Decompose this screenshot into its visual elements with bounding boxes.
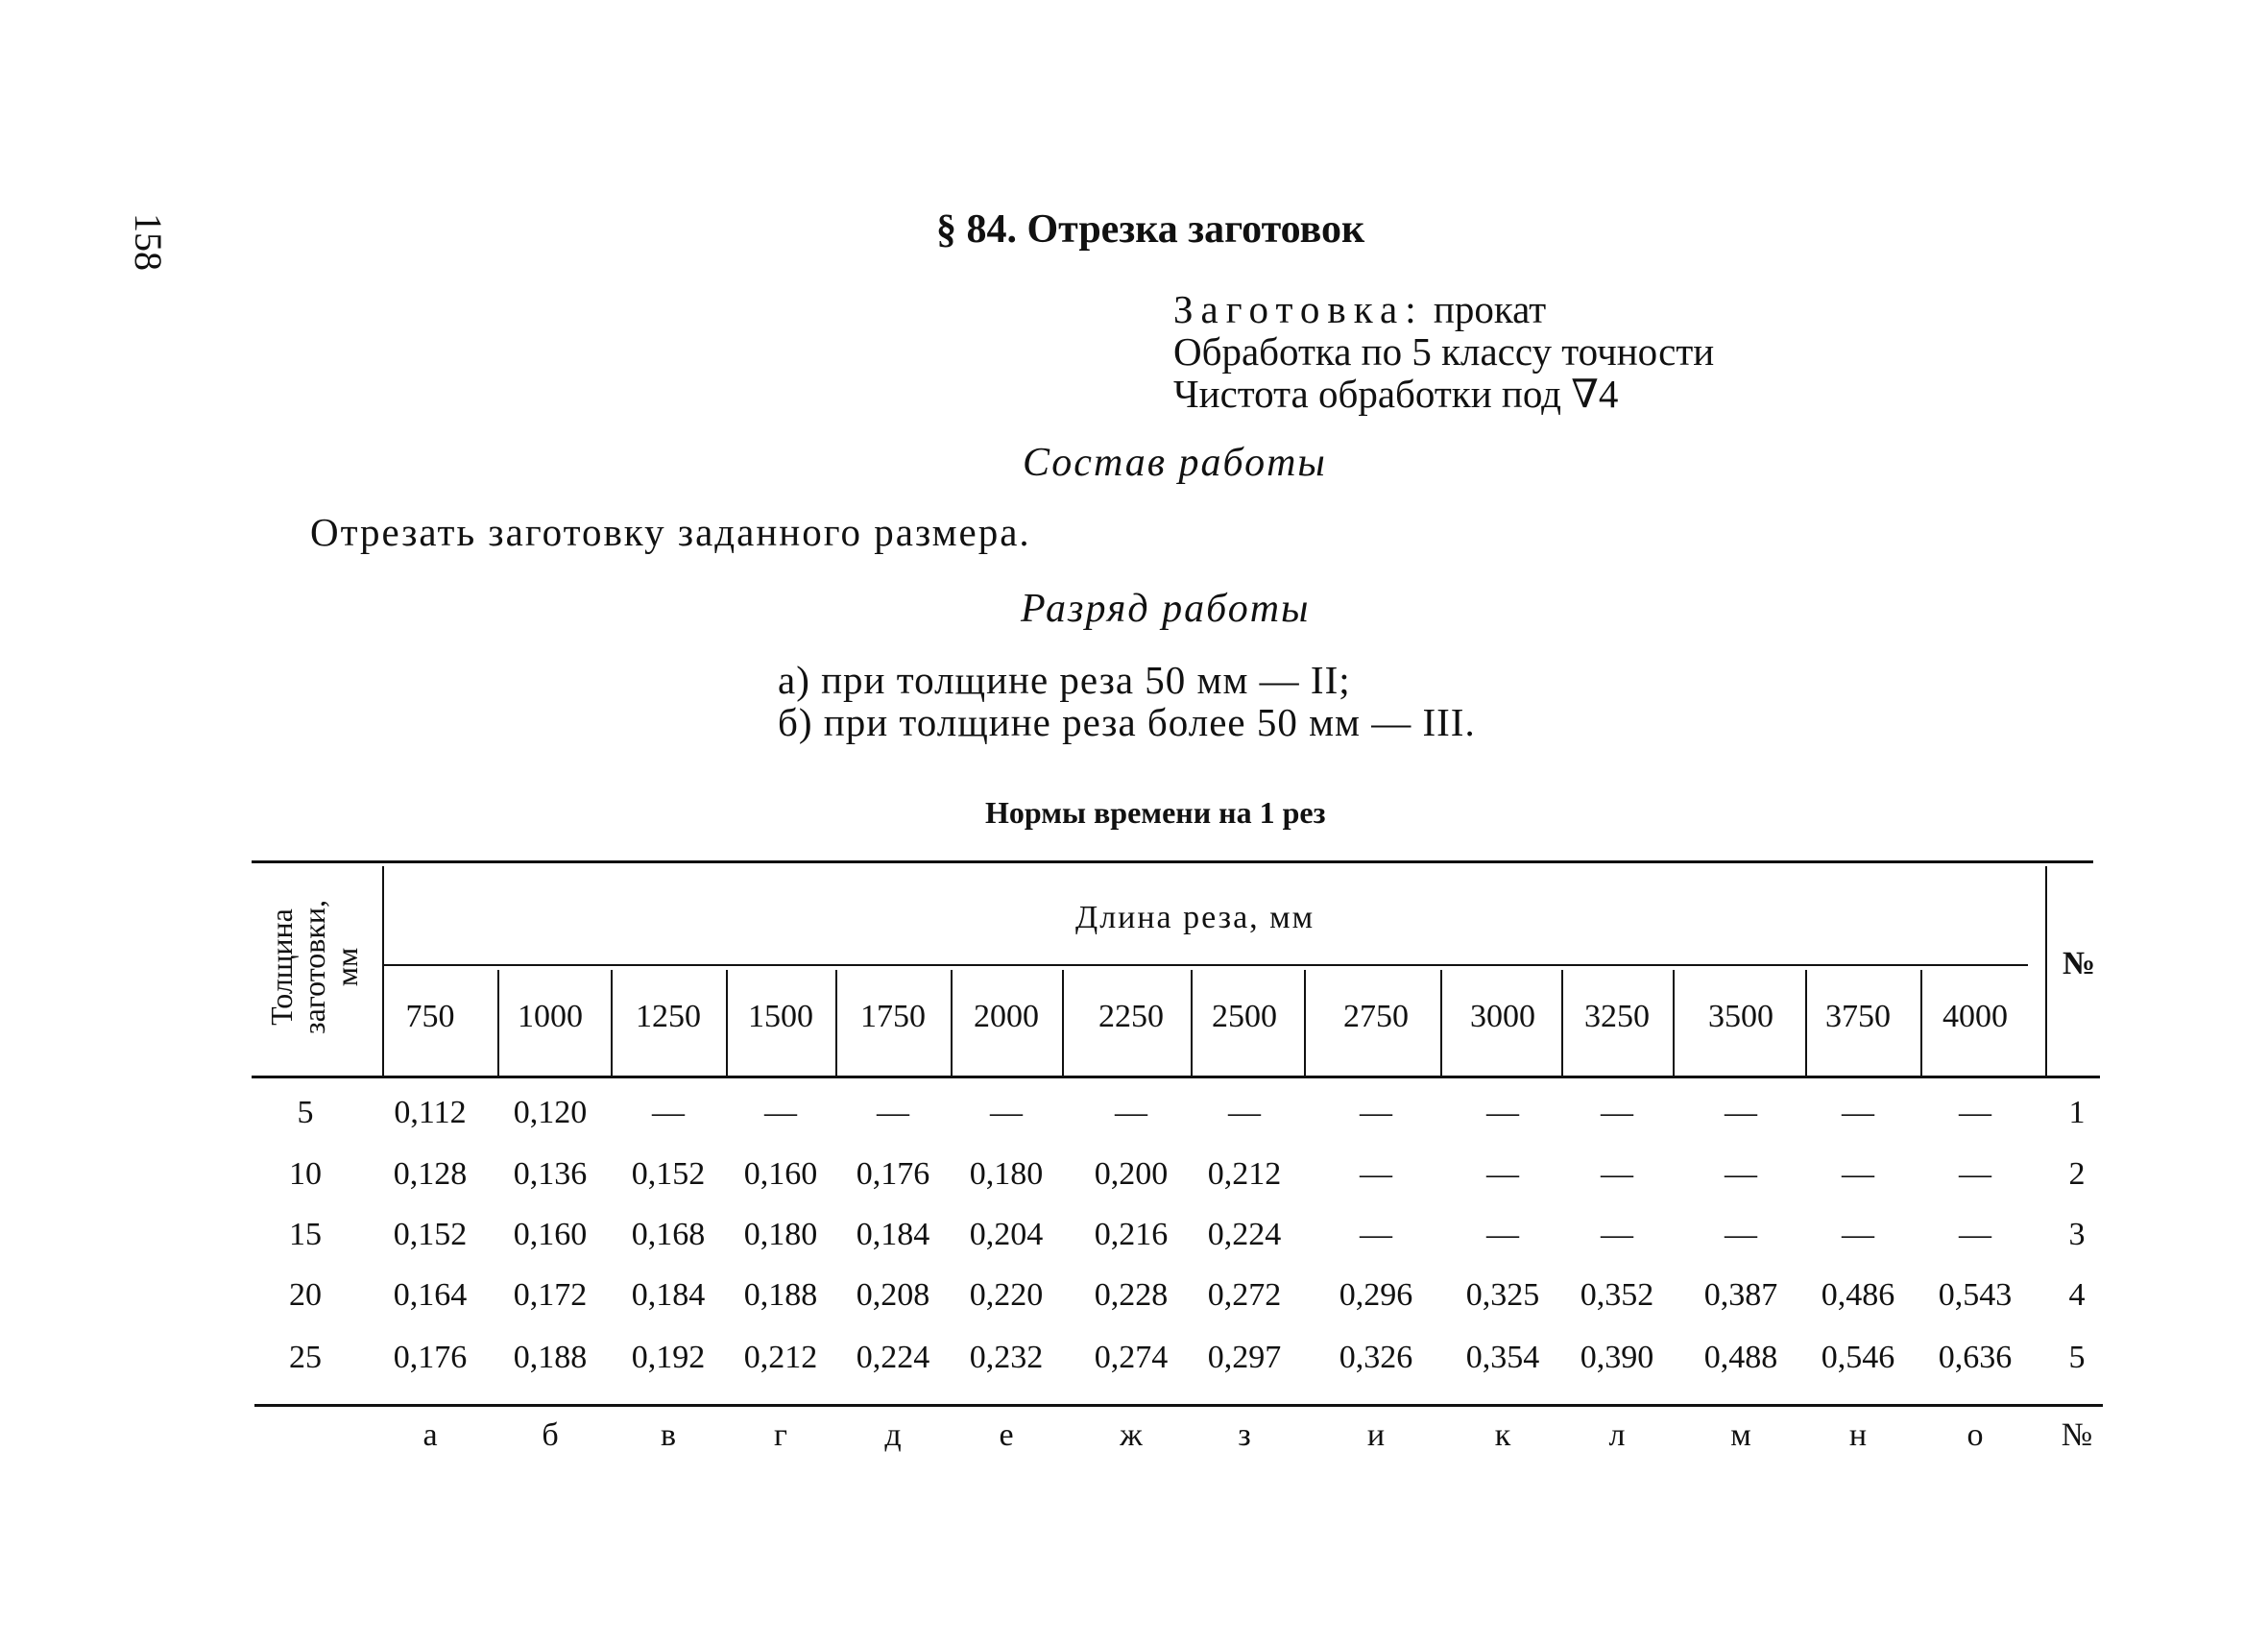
header-divider — [384, 964, 2028, 966]
length-column-header: 750 — [405, 999, 455, 1034]
time-cell: — — [1725, 1156, 1757, 1192]
time-cell: — — [1601, 1095, 1633, 1130]
thickness-column-divider — [382, 866, 384, 1076]
length-column-header: 1250 — [636, 999, 701, 1034]
table-bottom-rule — [254, 1404, 2103, 1407]
blank-spec — [1173, 288, 1714, 415]
time-cell: 0,176 — [393, 1340, 468, 1375]
column-letter: к — [1494, 1417, 1511, 1453]
time-cell: — — [1486, 1156, 1519, 1192]
column-letter: г — [774, 1417, 787, 1453]
section-heading: § 84. Отрезка заготовок — [936, 207, 1365, 252]
number-column-divider — [2045, 866, 2047, 1076]
column-letter: н — [1848, 1417, 1868, 1453]
time-cell: 0,212 — [743, 1340, 818, 1375]
length-column-header: 1750 — [860, 999, 926, 1034]
time-cell: — — [1228, 1095, 1261, 1130]
time-cell: 0,636 — [1938, 1340, 2013, 1375]
time-cell: 0,220 — [969, 1277, 1044, 1313]
column-divider — [1805, 970, 1807, 1076]
column-divider — [835, 970, 837, 1076]
time-cell: 0,296 — [1339, 1277, 1413, 1313]
precision-line: Обработка по 5 классу точности — [1173, 329, 1715, 374]
blank-line — [1173, 288, 1714, 330]
time-cell: — — [1842, 1156, 1874, 1192]
time-cell: 0,274 — [1094, 1340, 1169, 1375]
time-cell: — — [1360, 1095, 1392, 1130]
thickness-cell: 25 — [289, 1340, 322, 1375]
time-cell: — — [1725, 1095, 1757, 1130]
length-column-header: 2750 — [1343, 999, 1409, 1034]
row-number-cell: 3 — [2068, 1217, 2086, 1252]
time-cell: 0,160 — [743, 1156, 818, 1192]
time-cell: — — [1842, 1217, 1874, 1252]
time-cell: — — [1115, 1095, 1147, 1130]
time-cell: — — [1486, 1217, 1519, 1252]
time-cell: 0,204 — [969, 1217, 1044, 1252]
thickness-header-line: Толщина — [264, 908, 299, 1026]
time-cell: 0,390 — [1580, 1340, 1654, 1375]
header-bottom-rule — [252, 1076, 2100, 1078]
time-cell: 0,224 — [1207, 1217, 1282, 1252]
time-cell: — — [1601, 1217, 1633, 1252]
time-cell: 0,152 — [393, 1217, 468, 1252]
table-top-rule — [252, 860, 2093, 863]
footer-number-label: № — [2061, 1417, 2093, 1453]
time-cell: 0,180 — [969, 1156, 1044, 1192]
time-cell: 0,326 — [1339, 1340, 1413, 1375]
time-cell: 0,297 — [1207, 1340, 1282, 1375]
time-cell: — — [877, 1095, 909, 1130]
number-header: № — [2063, 946, 2096, 981]
length-column-header: 1000 — [518, 999, 583, 1034]
time-cell: 0,184 — [856, 1217, 930, 1252]
length-column-header: 3250 — [1584, 999, 1650, 1034]
column-divider — [1191, 970, 1193, 1076]
column-divider — [1673, 970, 1675, 1076]
time-cell: — — [1959, 1095, 1991, 1130]
time-cell: 0,200 — [1094, 1156, 1169, 1192]
time-cell: — — [1725, 1217, 1757, 1252]
time-cell: 0,176 — [856, 1156, 930, 1192]
column-divider — [1561, 970, 1563, 1076]
time-cell: — — [1360, 1217, 1392, 1252]
time-cell: 0,208 — [856, 1277, 930, 1313]
time-cell: 0,120 — [513, 1095, 588, 1130]
column-letter: о — [1966, 1417, 1984, 1453]
time-cell: 0,488 — [1703, 1340, 1778, 1375]
time-cell: 0,325 — [1465, 1277, 1540, 1313]
time-cell: 0,168 — [631, 1217, 706, 1252]
work-grade-list — [778, 659, 1476, 743]
finish-line: Чистота обработки под ∇4 — [1173, 372, 1619, 416]
length-column-header: 3500 — [1708, 999, 1773, 1034]
length-column-header: 2000 — [974, 999, 1039, 1034]
blank-label: Заготовка: — [1173, 287, 1424, 331]
time-cell: 0,232 — [969, 1340, 1044, 1375]
time-cell: 0,216 — [1094, 1217, 1169, 1252]
time-cell: — — [1601, 1156, 1633, 1192]
time-cell: 0,272 — [1207, 1277, 1282, 1313]
column-letter: б — [542, 1417, 559, 1453]
row-number-cell: 4 — [2068, 1277, 2086, 1313]
column-letter: л — [1608, 1417, 1626, 1453]
time-cell: 0,188 — [743, 1277, 818, 1313]
column-divider — [1304, 970, 1306, 1076]
thickness-cell: 15 — [289, 1217, 322, 1252]
time-cell: 0,192 — [631, 1340, 706, 1375]
time-cell: 0,152 — [631, 1156, 706, 1192]
column-letter: е — [999, 1417, 1014, 1453]
length-column-header: 2500 — [1212, 999, 1277, 1034]
time-cell: — — [764, 1095, 797, 1130]
work-grade-title: Разряд работы — [1021, 587, 1311, 631]
length-column-header: 3750 — [1825, 999, 1891, 1034]
column-divider — [726, 970, 728, 1076]
time-cell: 0,224 — [856, 1340, 930, 1375]
thickness-cell: 20 — [289, 1277, 322, 1313]
blank-value: прокат — [1433, 287, 1547, 331]
work-grade-item: а) при толщине реза 50 мм — II; — [778, 658, 1351, 702]
column-divider — [1440, 970, 1442, 1076]
thickness-header-line: заготовки, — [297, 899, 331, 1035]
table-title: Нормы времени на 1 рез — [985, 795, 1326, 830]
time-cell: 0,212 — [1207, 1156, 1282, 1192]
time-cell: — — [1959, 1156, 1991, 1192]
length-column-header: 3000 — [1470, 999, 1535, 1034]
thickness-cell: 5 — [297, 1095, 314, 1130]
thickness-header — [252, 864, 376, 1070]
column-letter: а — [422, 1417, 438, 1453]
row-number-cell: 2 — [2068, 1156, 2086, 1192]
time-cell: 0,180 — [743, 1217, 818, 1252]
time-cell: 0,354 — [1465, 1340, 1540, 1375]
column-letter: и — [1366, 1417, 1386, 1453]
time-cell: 0,184 — [631, 1277, 706, 1313]
column-letter: ж — [1120, 1417, 1143, 1453]
column-letter: в — [660, 1417, 677, 1453]
length-column-header: 4000 — [1942, 999, 2008, 1034]
time-cell: 0,387 — [1703, 1277, 1778, 1313]
time-cell: 0,352 — [1580, 1277, 1654, 1313]
thickness-cell: 10 — [289, 1156, 322, 1192]
row-number-cell: 5 — [2068, 1340, 2086, 1375]
time-cell: 0,164 — [393, 1277, 468, 1313]
time-cell: 0,112 — [394, 1095, 467, 1130]
column-letter: д — [884, 1417, 902, 1453]
length-header: Длина реза, мм — [1075, 900, 1315, 935]
column-divider — [1062, 970, 1064, 1076]
column-divider — [1920, 970, 1922, 1076]
time-cell: 0,160 — [513, 1217, 588, 1252]
column-letter: з — [1238, 1417, 1251, 1453]
work-composition-title: Состав работы — [1023, 441, 1327, 485]
time-cell: 0,546 — [1821, 1340, 1895, 1375]
time-cell: — — [1360, 1156, 1392, 1192]
thickness-header-line: мм — [329, 947, 364, 987]
time-cell: — — [1842, 1095, 1874, 1130]
length-column-header: 2250 — [1098, 999, 1164, 1034]
row-number-cell: 1 — [2068, 1095, 2086, 1130]
time-cell: 0,188 — [513, 1340, 588, 1375]
time-cell: 0,543 — [1938, 1277, 2013, 1313]
column-divider — [951, 970, 953, 1076]
work-composition-text: Отрезать заготовку заданного размера. — [310, 510, 1031, 554]
column-divider — [611, 970, 613, 1076]
time-cell: 0,228 — [1094, 1277, 1169, 1313]
time-cell: 0,172 — [513, 1277, 588, 1313]
column-divider — [497, 970, 499, 1076]
time-cell: — — [1486, 1095, 1519, 1130]
work-grade-item: б) при толщине реза более 50 мм — III. — [778, 700, 1476, 744]
time-cell: 0,128 — [393, 1156, 468, 1192]
time-cell: — — [652, 1095, 685, 1130]
time-cell: — — [990, 1095, 1023, 1130]
time-cell: 0,486 — [1821, 1277, 1895, 1313]
column-letter: м — [1730, 1417, 1751, 1453]
time-cell: 0,136 — [513, 1156, 588, 1192]
time-cell: — — [1959, 1217, 1991, 1252]
page-number: 158 — [127, 213, 170, 271]
length-column-header: 1500 — [748, 999, 813, 1034]
